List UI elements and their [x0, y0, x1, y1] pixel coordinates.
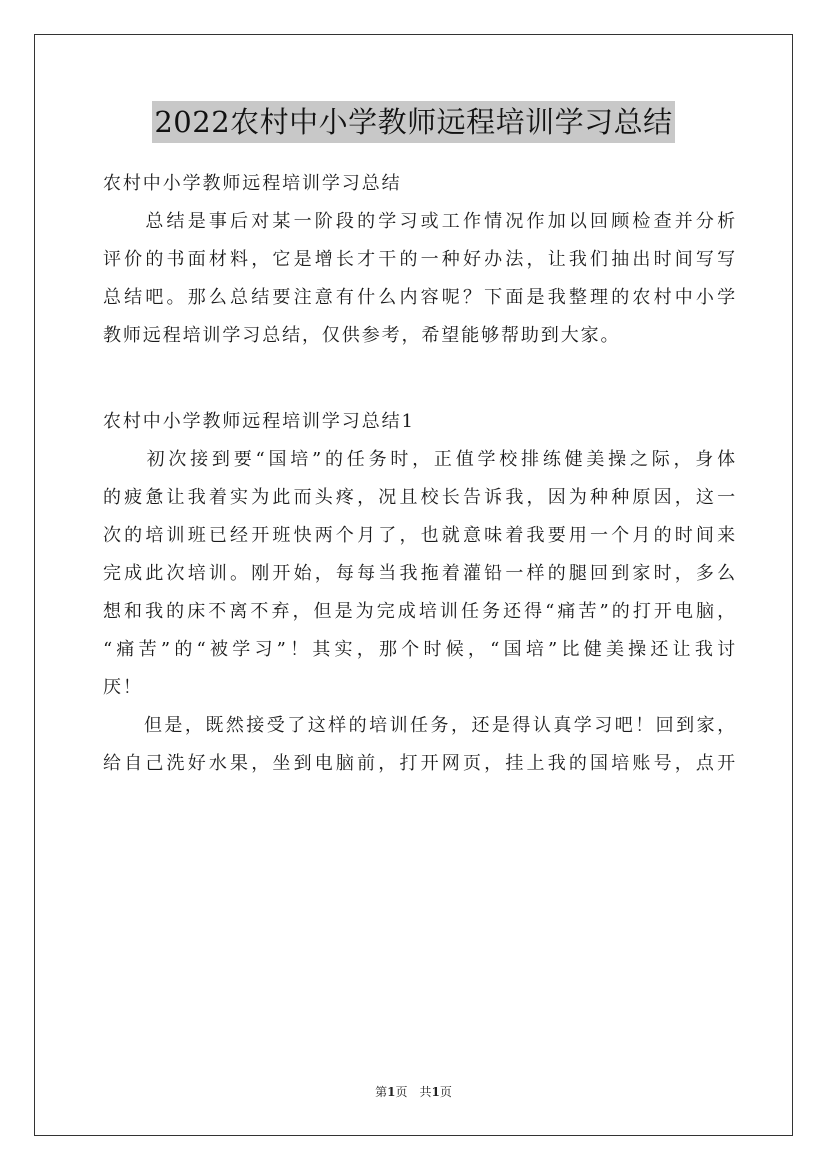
paragraph-line: “痛苦”的“被学习”！其实，那个时候，“国培”比健美操还让我讨: [103, 639, 737, 660]
page-footer: [0, 1083, 827, 1100]
document-title: 2022农村中小学教师远程培训学习总结: [152, 101, 674, 143]
intro-line: 教师远程培训学习总结，仅供参考，希望能够帮助到大家。: [103, 325, 621, 346]
section1-paragraph-1: [103, 442, 737, 706]
document-subtitle: 农村中小学教师远程培训学习总结: [103, 173, 402, 194]
paragraph-line: 次的培训班已经开班快两个月了，也就意味着我要用一个月的时间来: [103, 525, 737, 546]
paragraph-line: 但是，既然接受了这样的培训任务，还是得认真学习吧！回到家，: [103, 715, 737, 736]
paragraph-line: 厌！: [103, 677, 143, 698]
intro-line: 总结吧。那么总结要注意有什么内容呢？下面是我整理的农村中小学: [103, 287, 737, 308]
paragraph-line: 初次接到要“国培”的任务时，正值学校排练健美操之际，身体: [103, 449, 737, 470]
section-heading: 农村中小学教师远程培训学习总结1: [103, 411, 415, 432]
footer-suffix: 页: [439, 1085, 452, 1099]
paragraph-line: 想和我的床不离不弃，但是为完成培训任务还得“痛苦”的打开电脑，: [103, 601, 737, 622]
intro-line: 评价的书面材料，它是增长才干的一种好办法，让我们抽出时间写写: [103, 249, 737, 270]
intro-paragraph: [103, 204, 737, 354]
paragraph-line: 完成此次培训。刚开始，每每当我拖着灌铅一样的腿回到家时，多么: [103, 563, 737, 584]
footer-page-total: 1: [431, 1085, 440, 1099]
document-body: [103, 166, 737, 782]
intro-line: 总结是事后对某一阶段的学习或工作情况作加以回顾检查并分析: [103, 211, 737, 232]
title-container: [0, 101, 827, 143]
footer-prefix: 第: [375, 1085, 388, 1099]
section1-paragraph-2: [103, 708, 737, 782]
paragraph-line: 给自己洗好水果，坐到电脑前，打开网页，挂上我的国培账号，点开: [103, 753, 737, 774]
footer-page-current: 1: [387, 1085, 396, 1099]
footer-mid: 页 共: [395, 1085, 432, 1099]
paragraph-line: 的疲惫让我着实为此而头疼，况且校长告诉我，因为种种原因，这一: [103, 487, 737, 508]
